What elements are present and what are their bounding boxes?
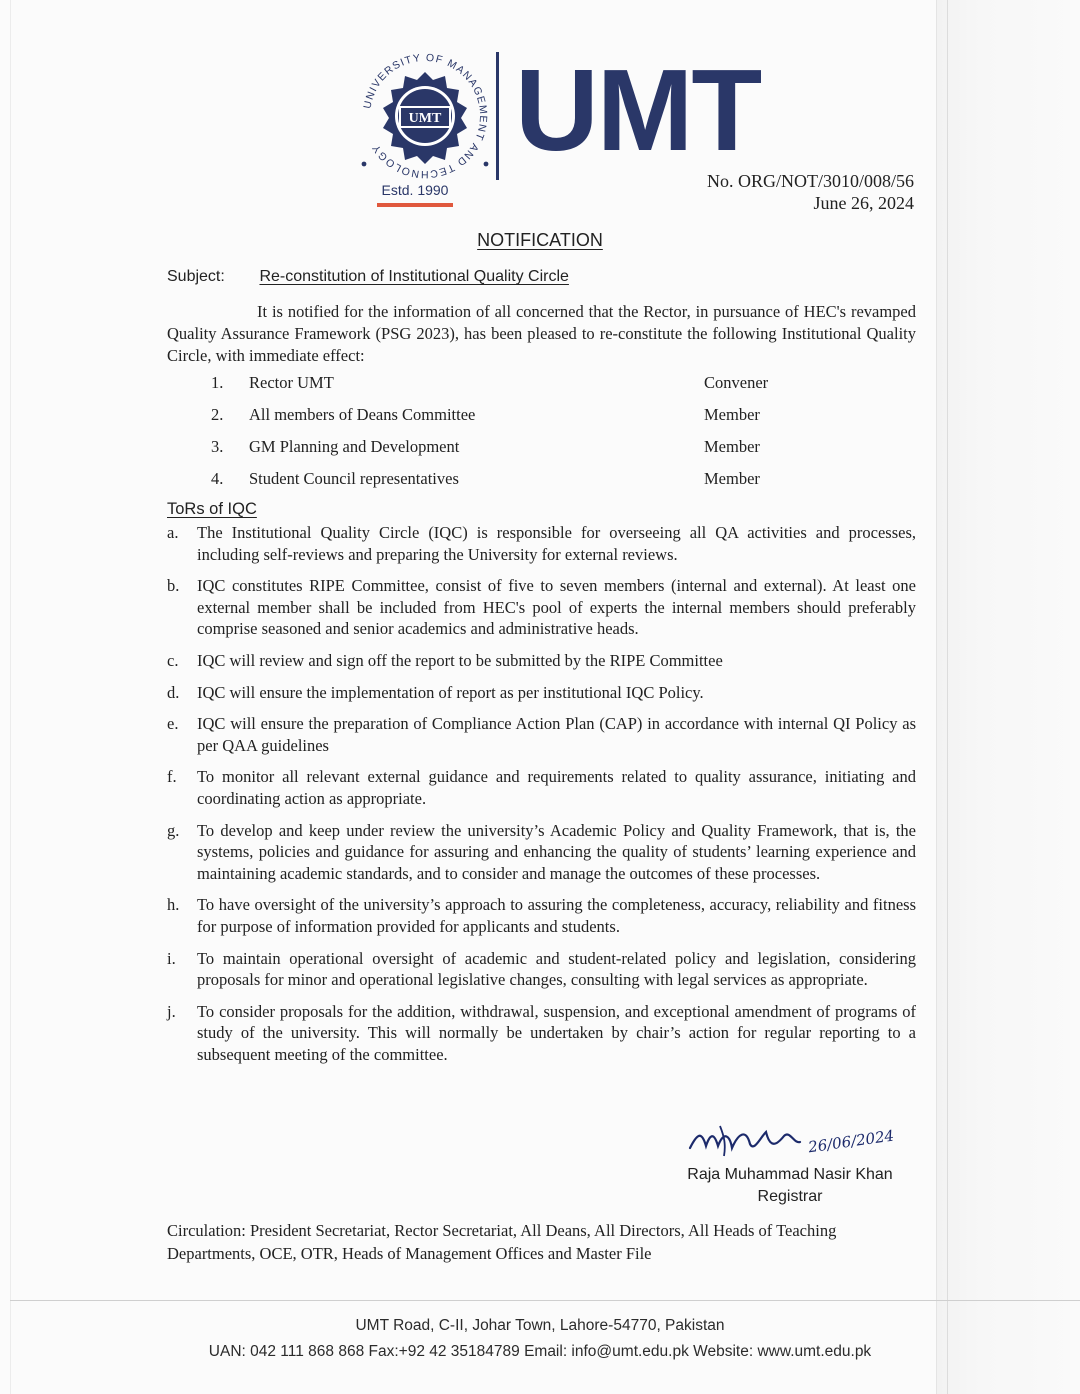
- subject-label: Subject:: [167, 268, 225, 285]
- circulation-list: Circulation: President Secretariat, Rector Secretariat, All Deans, All Directors, All Heads of Teaching Departments, OCE, OTR, Heads of Management Offices and Master File: [167, 1221, 837, 1263]
- tor-item: [167, 522, 916, 565]
- member-name: GM Planning and Development: [249, 437, 460, 456]
- member-role: Convener: [704, 373, 769, 392]
- signer-block: [640, 1164, 940, 1208]
- tor-text: The Institutional Quality Circle (IQC) is responsible for overseeing all QA activities and processes, including self-reviews and preparing the University for external reviews.: [197, 523, 916, 564]
- member-row: [167, 373, 916, 405]
- document-title-text: NOTIFICATION: [477, 230, 603, 250]
- reference-block: [707, 170, 914, 214]
- intro-paragraph: It is notified for the information of all concerned that the Rector, in pursuance of HEC's revamped Quality Assurance Framework (PSG 2023), has been pleased to re-constitute the following Institutional Quality Circle, with immediate effect:: [167, 302, 916, 365]
- seal-emblem-text: UMT: [408, 111, 442, 126]
- tor-text: IQC will review and sign off the report to be submitted by the RIPE Committee: [197, 650, 723, 670]
- signer-name: Raja Muhammad Nasir Khan: [687, 1166, 893, 1183]
- page-edge-right: [936, 0, 1080, 1394]
- tors-heading: [167, 500, 257, 519]
- member-role: Member: [704, 437, 760, 456]
- tor-letter: h.: [167, 895, 180, 915]
- tor-letter: b.: [167, 576, 180, 596]
- tor-text: To consider proposals for the addition, withdrawal, suspension, and exceptional amendment of programs of study of the university. This will normally be undertaken by chair’s action for regular reporting to a subsequent meeting of the committee.: [197, 1001, 916, 1064]
- tor-item: [167, 766, 916, 809]
- member-row: [167, 469, 916, 501]
- member-number: 2.: [211, 405, 224, 424]
- tor-item: [167, 894, 916, 937]
- member-number: 3.: [211, 437, 224, 456]
- member-row: [167, 405, 916, 437]
- tor-letter: e.: [167, 714, 179, 734]
- member-number: 1.: [211, 373, 224, 392]
- tor-text: IQC constitutes RIPE Committee, consist of five to seven members (internal and external). At least one external member shall be included from HEC's pool of experts the internal members should preferably comprise seasoned and senior academics and administrative heads.: [197, 576, 916, 639]
- tor-item: [167, 575, 916, 640]
- member-name: Student Council representatives: [249, 469, 459, 488]
- tor-text: To monitor all relevant external guidance and requirements related to quality assurance, initiating and coordinating action as appropriate.: [197, 767, 916, 808]
- member-role: Member: [704, 405, 760, 424]
- logo-divider: [496, 52, 499, 180]
- member-list: [167, 373, 916, 501]
- signer-designation: Registrar: [757, 1188, 823, 1205]
- tor-letter: j.: [167, 1001, 176, 1021]
- tor-item: [167, 1001, 916, 1066]
- tors-heading-text: ToRs of IQC: [167, 500, 257, 518]
- member-role: Member: [704, 469, 760, 488]
- established-year: Estd. 1990: [381, 182, 449, 198]
- brand-wordmark: UMT: [515, 45, 761, 175]
- tor-text: To have oversight of the university’s approach to assuring the completeness, accuracy, reliability and fitness for purpose of information provided for applicants and students.: [197, 895, 916, 936]
- subject-text: Re-constitution of Institutional Quality Circle: [259, 268, 569, 285]
- tor-letter: a.: [167, 523, 179, 542]
- tor-text: To maintain operational oversight of academic and student-related policy and legislation, considering proposals for minor and operational legislative changes, consulting with legal services as appropriate.: [197, 948, 916, 990]
- tor-item: [167, 713, 916, 756]
- tor-item: [167, 820, 916, 885]
- footer-address: UMT Road, C-II, Johar Town, Lahore-54770, Pakistan: [355, 1317, 725, 1334]
- subject-line: [167, 268, 569, 286]
- tor-letter: g.: [167, 820, 180, 840]
- tor-letter: c.: [167, 650, 179, 670]
- tor-item: [167, 650, 916, 672]
- reference-number: No. ORG/NOT/3010/008/56: [707, 171, 914, 191]
- tor-text: IQC will ensure the preparation of Compliance Action Plan (CAP) in accordance with internal QI Policy as per QAA guidelines: [197, 714, 916, 755]
- estd-accent-bar: [377, 203, 453, 207]
- footer-contact: UAN: 042 111 868 868 Fax:+92 42 35184789 Email: info@umt.edu.pk Website: www.umt.edu.pk: [208, 1343, 872, 1360]
- footer-divider: [10, 1300, 1080, 1301]
- tor-letter: f.: [167, 767, 177, 787]
- member-row: [167, 437, 916, 469]
- tor-item: [167, 948, 916, 991]
- tors-list: [167, 522, 916, 1075]
- document-title: [0, 230, 1080, 251]
- notification-date: June 26, 2024: [813, 193, 914, 213]
- seal-text: UNIVERSITY OF MANAGEMENT AND TECHNOLOGY: [361, 51, 490, 181]
- tor-letter: i.: [167, 948, 176, 968]
- page-edge-left: [10, 0, 11, 1394]
- member-number: 4.: [211, 469, 224, 488]
- member-name: All members of Deans Committee: [249, 405, 476, 424]
- member-name: Rector UMT: [249, 373, 334, 392]
- footer: [0, 1313, 1080, 1365]
- tor-item: [167, 682, 916, 704]
- tor-text: IQC will ensure the implementation of report as per institutional IQC Policy.: [197, 682, 704, 702]
- tor-text: To develop and keep under review the university’s Academic Policy and Quality Framework, that is, the systems, policies and guidance for assuring and enhancing the quality of students’ learning experience and maintaining academic standards, and to consider and manage the outcomes of these processes.: [197, 820, 916, 883]
- tor-letter: d.: [167, 682, 180, 702]
- handwritten-signature: [680, 1118, 900, 1168]
- signature-date: 26/06/2024: [807, 1126, 896, 1157]
